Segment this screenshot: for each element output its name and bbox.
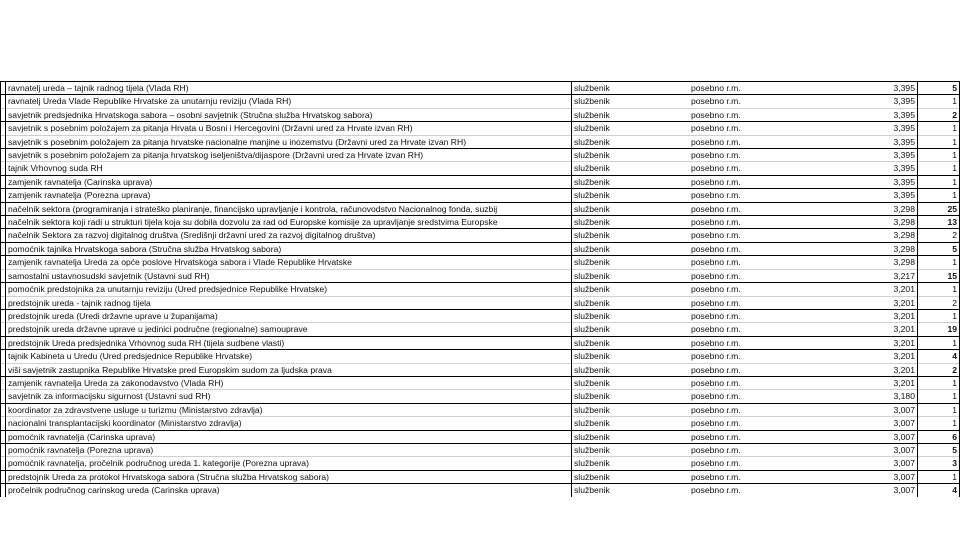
coefficient-cell: 3,395 (811, 122, 918, 135)
workplace-type-cell: posebno r.m. (689, 202, 811, 215)
category-cell: službenik (572, 283, 690, 296)
count-cell: 13 (918, 216, 960, 229)
position-title-cell: ravnatelj ureda – tajnik radnog tijela (Vlada RH) (6, 82, 572, 95)
coefficient-cell: 3,201 (811, 283, 918, 296)
table-row (1, 363, 960, 376)
position-title-cell: savjetnik s posebnim položajem za pitanja hrvatske nacionalne manjine u inozemstvu (Državni ured za Hrvate izvan RH) (6, 135, 572, 148)
count-cell: 1 (918, 122, 960, 135)
coefficient-cell: 3,298 (811, 216, 918, 229)
position-title-cell: predstojnik ureda (Uredi državne uprave u županijama) (6, 309, 572, 322)
category-cell: službenik (572, 122, 690, 135)
workplace-type-cell: posebno r.m. (689, 484, 811, 497)
count-cell: 1 (918, 189, 960, 202)
count-cell: 1 (918, 336, 960, 349)
count-cell: 5 (918, 82, 960, 95)
category-cell: službenik (572, 269, 690, 282)
table-row (1, 376, 960, 389)
coefficient-cell: 3,395 (811, 162, 918, 175)
workplace-type-cell: posebno r.m. (689, 390, 811, 403)
position-title-cell: pomoćnik ravnatelja (Porezna uprava) (6, 443, 572, 456)
count-cell: 1 (918, 149, 960, 162)
table-row (1, 430, 960, 443)
position-title-cell: zamjenik ravnatelja Ureda za zakonodavstvo (Vlada RH) (6, 376, 572, 389)
category-cell: službenik (572, 336, 690, 349)
count-cell: 1 (918, 390, 960, 403)
category-cell: službenik (572, 216, 690, 229)
count-cell: 2 (918, 363, 960, 376)
workplace-type-cell: posebno r.m. (689, 309, 811, 322)
coefficient-cell: 3,007 (811, 457, 918, 470)
category-cell: službenik (572, 189, 690, 202)
category-cell: službenik (572, 376, 690, 389)
workplace-type-cell: posebno r.m. (689, 457, 811, 470)
category-cell: službenik (572, 242, 690, 255)
position-title-cell: predstojnik ureda državne uprave u jedinici područne (regionalne) samouprave (6, 323, 572, 336)
coefficient-cell: 3,007 (811, 417, 918, 430)
workplace-type-cell: posebno r.m. (689, 283, 811, 296)
count-cell: 1 (918, 403, 960, 416)
category-cell: službenik (572, 175, 690, 188)
workplace-type-cell: posebno r.m. (689, 229, 811, 242)
table-row (1, 323, 960, 336)
coefficient-cell: 3,201 (811, 296, 918, 309)
count-cell: 6 (918, 430, 960, 443)
category-cell: službenik (572, 350, 690, 363)
coefficient-cell: 3,298 (811, 229, 918, 242)
table-body (1, 82, 960, 497)
table-row (1, 457, 960, 470)
count-cell: 1 (918, 95, 960, 108)
coefficient-cell: 3,201 (811, 363, 918, 376)
workplace-type-cell: posebno r.m. (689, 363, 811, 376)
category-cell: službenik (572, 229, 690, 242)
position-title-cell: tajnik Vrhovnog suda RH (6, 162, 572, 175)
count-cell: 1 (918, 417, 960, 430)
workplace-type-cell: posebno r.m. (689, 149, 811, 162)
count-cell: 1 (918, 175, 960, 188)
count-cell: 5 (918, 443, 960, 456)
coefficient-cell: 3,217 (811, 269, 918, 282)
position-title-cell: zamjenik ravnatelja Ureda za opće poslove Hrvatskoga sabora i Vlade Republike Hrvatske (6, 256, 572, 269)
table-row (1, 189, 960, 202)
category-cell: službenik (572, 256, 690, 269)
table-row (1, 95, 960, 108)
coefficient-cell: 3,395 (811, 135, 918, 148)
table-row (1, 296, 960, 309)
position-title-cell: nacionalni transplantacijski koordinator (Ministarstvo zdravlja) (6, 417, 572, 430)
workplace-type-cell: posebno r.m. (689, 242, 811, 255)
workplace-type-cell: posebno r.m. (689, 135, 811, 148)
count-cell: 1 (918, 309, 960, 322)
table-row (1, 336, 960, 349)
count-cell: 4 (918, 484, 960, 497)
coefficient-cell: 3,007 (811, 403, 918, 416)
table-row (1, 202, 960, 215)
category-cell: službenik (572, 470, 690, 483)
coefficient-cell: 3,395 (811, 108, 918, 121)
table-row (1, 216, 960, 229)
coefficient-cell: 3,180 (811, 390, 918, 403)
position-title-cell: načelnik sektora koji radi u strukturi tijela koja su dobila dozvolu za rad od Europske komisije za upravljanje sredstvima Europske (6, 216, 572, 229)
category-cell: službenik (572, 95, 690, 108)
count-cell: 3 (918, 457, 960, 470)
spreadsheet-table (0, 81, 960, 496)
position-title-cell: zamjenik ravnatelja (Carinska uprava) (6, 175, 572, 188)
coefficient-cell: 3,298 (811, 202, 918, 215)
position-title-cell: ravnatelj Ureda Vlade Republike Hrvatske za unutarnju reviziju (Vlada RH) (6, 95, 572, 108)
position-title-cell: tajnik Kabineta u Uredu (Ured predsjednice Republike Hrvatske) (6, 350, 572, 363)
table-row (1, 242, 960, 255)
workplace-type-cell: posebno r.m. (689, 95, 811, 108)
workplace-type-cell: posebno r.m. (689, 216, 811, 229)
table-row (1, 229, 960, 242)
table-row (1, 108, 960, 121)
table-row (1, 135, 960, 148)
workplace-type-cell: posebno r.m. (689, 175, 811, 188)
count-cell: 4 (918, 350, 960, 363)
table-row (1, 122, 960, 135)
coefficient-cell: 3,007 (811, 430, 918, 443)
coefficient-cell: 3,201 (811, 323, 918, 336)
coefficient-cell: 3,395 (811, 82, 918, 95)
coefficient-cell: 3,007 (811, 484, 918, 497)
workplace-type-cell: posebno r.m. (689, 350, 811, 363)
category-cell: službenik (572, 135, 690, 148)
coefficient-cell: 3,395 (811, 149, 918, 162)
position-title-cell: koordinator za zdravstvene usluge u turizmu (Ministarstvo zdravlja) (6, 403, 572, 416)
workplace-type-cell: posebno r.m. (689, 296, 811, 309)
position-title-cell: savjetnik za informacijsku sigurnost (Ustavni sud RH) (6, 390, 572, 403)
category-cell: službenik (572, 202, 690, 215)
category-cell: službenik (572, 82, 690, 95)
workplace-type-cell: posebno r.m. (689, 403, 811, 416)
position-title-cell: predstojnik Ureda predsjednika Vrhovnog suda RH (tijela sudbene vlasti) (6, 336, 572, 349)
workplace-type-cell: posebno r.m. (689, 256, 811, 269)
coefficient-cell: 3,395 (811, 95, 918, 108)
position-title-cell: samostalni ustavnosudski savjetnik (Ustavni sud RH) (6, 269, 572, 282)
position-title-cell: pomoćnik ravnatelja (Carinska uprava) (6, 430, 572, 443)
workplace-type-cell: posebno r.m. (689, 376, 811, 389)
position-title-cell: savjetnik s posebnim položajem za pitanja Hrvata u Bosni i Hercegovini (Državni ured za Hrvate izvan RH) (6, 122, 572, 135)
workplace-type-cell: posebno r.m. (689, 430, 811, 443)
table-row (1, 256, 960, 269)
coefficient-cell: 3,201 (811, 350, 918, 363)
coefficient-cell: 3,007 (811, 470, 918, 483)
workplace-type-cell: posebno r.m. (689, 82, 811, 95)
count-cell: 2 (918, 296, 960, 309)
position-title-cell: pomoćnik predstojnika za unutarnju reviziju (Ured predsjednice Republike Hrvatske) (6, 283, 572, 296)
count-cell: 5 (918, 242, 960, 255)
table-row (1, 309, 960, 322)
coefficient-cell: 3,395 (811, 189, 918, 202)
count-cell: 1 (918, 256, 960, 269)
table-row (1, 417, 960, 430)
category-cell: službenik (572, 108, 690, 121)
category-cell: službenik (572, 484, 690, 497)
coefficient-cell: 3,395 (811, 175, 918, 188)
count-cell: 1 (918, 283, 960, 296)
position-title-cell: predstojnik ureda - tajnik radnog tijela (6, 296, 572, 309)
workplace-type-cell: posebno r.m. (689, 323, 811, 336)
count-cell: 25 (918, 202, 960, 215)
category-cell: službenik (572, 417, 690, 430)
table-row (1, 269, 960, 282)
category-cell: službenik (572, 323, 690, 336)
workplace-type-cell: posebno r.m. (689, 470, 811, 483)
category-cell: službenik (572, 149, 690, 162)
positions-table (0, 81, 960, 497)
count-cell: 1 (918, 162, 960, 175)
coefficient-cell: 3,201 (811, 376, 918, 389)
position-title-cell: zamjenik ravnatelja (Porezna uprava) (6, 189, 572, 202)
table-row (1, 82, 960, 95)
category-cell: službenik (572, 430, 690, 443)
count-cell: 1 (918, 135, 960, 148)
table-row (1, 175, 960, 188)
category-cell: službenik (572, 363, 690, 376)
category-cell: službenik (572, 309, 690, 322)
position-title-cell: savjetnik predsjednika Hrvatskoga sabora – osobni savjetnik (Stručna služba Hrvatskog sabora) (6, 108, 572, 121)
workplace-type-cell: posebno r.m. (689, 336, 811, 349)
table-row (1, 350, 960, 363)
position-title-cell: pročelnik područnog carinskog ureda (Carinska uprava) (6, 484, 572, 497)
table-row (1, 390, 960, 403)
position-title-cell: pomoćnik tajnika Hrvatskoga sabora (Stručna služba Hrvatskog sabora) (6, 242, 572, 255)
coefficient-cell: 3,201 (811, 309, 918, 322)
position-title-cell: pomoćnik ravnatelja, pročelnik područnog ureda 1. kategorije (Porezna uprava) (6, 457, 572, 470)
count-cell: 15 (918, 269, 960, 282)
workplace-type-cell: posebno r.m. (689, 108, 811, 121)
count-cell: 1 (918, 470, 960, 483)
table-row (1, 484, 960, 497)
position-title-cell: predstojnik Ureda za protokol Hrvatskoga sabora (Stručna služba Hrvatskog sabora) (6, 470, 572, 483)
table-row (1, 403, 960, 416)
coefficient-cell: 3,298 (811, 256, 918, 269)
table-row (1, 470, 960, 483)
count-cell: 2 (918, 229, 960, 242)
coefficient-cell: 3,007 (811, 443, 918, 456)
count-cell: 2 (918, 108, 960, 121)
coefficient-cell: 3,201 (811, 336, 918, 349)
workplace-type-cell: posebno r.m. (689, 443, 811, 456)
position-title-cell: savjetnik s posebnim položajem za pitanja hrvatskog iseljeništva/dijaspore (Državni ured za Hrvate izvan RH) (6, 149, 572, 162)
category-cell: službenik (572, 403, 690, 416)
position-title-cell: viši savjetnik zastupnika Republike Hrvatske pred Europskim sudom za ljudska prava (6, 363, 572, 376)
table-row (1, 162, 960, 175)
workplace-type-cell: posebno r.m. (689, 417, 811, 430)
workplace-type-cell: posebno r.m. (689, 189, 811, 202)
category-cell: službenik (572, 296, 690, 309)
category-cell: službenik (572, 443, 690, 456)
count-cell: 19 (918, 323, 960, 336)
category-cell: službenik (572, 457, 690, 470)
table-row (1, 443, 960, 456)
workplace-type-cell: posebno r.m. (689, 269, 811, 282)
count-cell: 1 (918, 376, 960, 389)
position-title-cell: načelnik sektora (programiranja i strateško planiranje, financijsko upravljanje i kontrola, računovodstvo Nacionalnog fonda, suzbij (6, 202, 572, 215)
category-cell: službenik (572, 390, 690, 403)
table-row (1, 149, 960, 162)
workplace-type-cell: posebno r.m. (689, 122, 811, 135)
coefficient-cell: 3,298 (811, 242, 918, 255)
table-row (1, 283, 960, 296)
category-cell: službenik (572, 162, 690, 175)
position-title-cell: načelnik Sektora za razvoj digitalnog društva (Središnji državni ured za razvoj digitalnog društva) (6, 229, 572, 242)
workplace-type-cell: posebno r.m. (689, 162, 811, 175)
